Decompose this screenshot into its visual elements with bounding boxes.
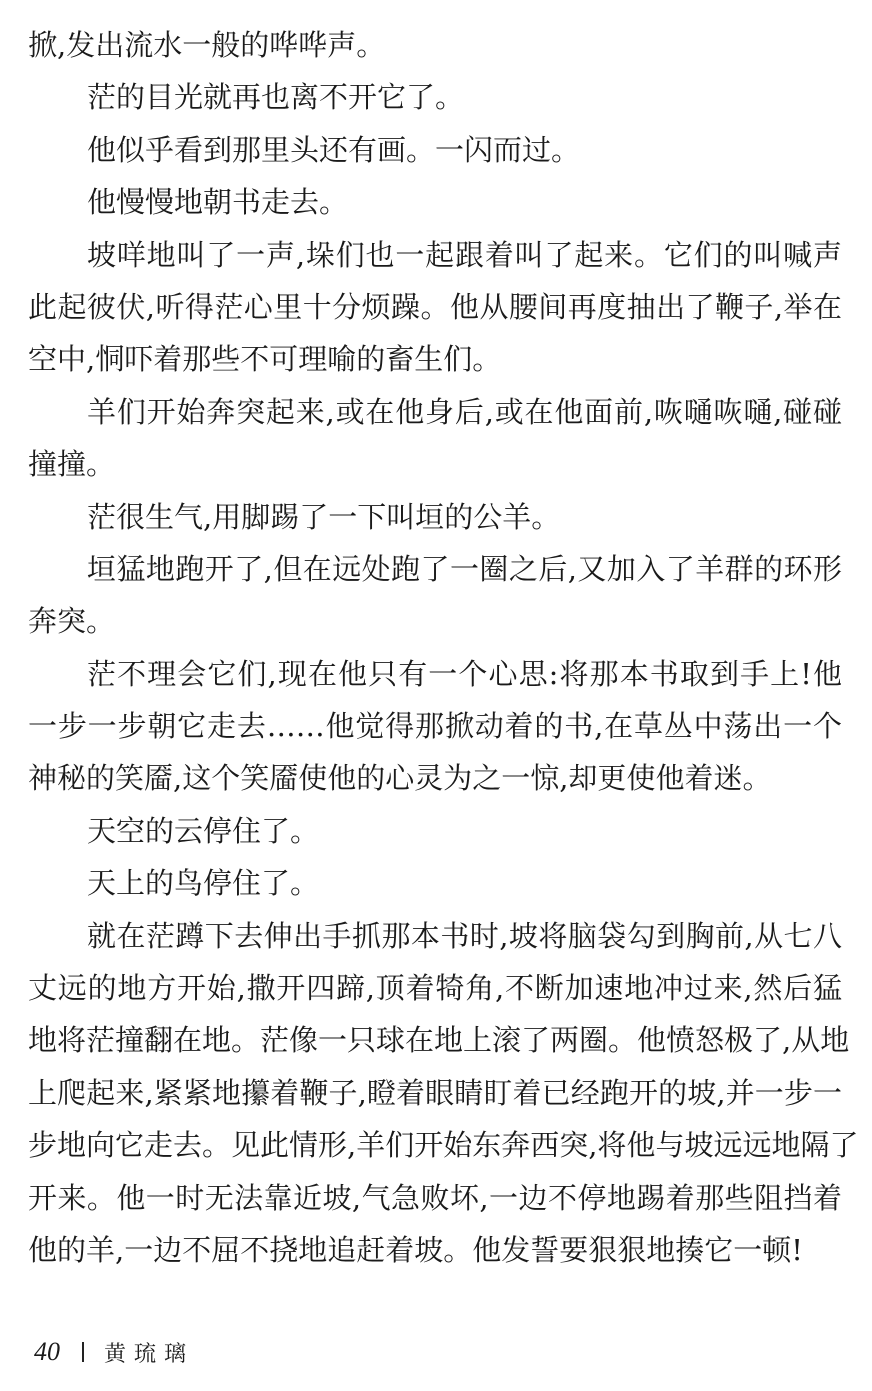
text-line: 天空的云停住了。 xyxy=(87,813,320,848)
text-line: 茫的目光就再也离不开它了。 xyxy=(87,80,465,115)
text-line: 茫很生气,用脚踢了一下叫垣的公羊。 xyxy=(87,499,561,534)
paragraph xyxy=(28,491,842,543)
text-line: 撞撞。 xyxy=(28,447,116,482)
text-line: 上爬起来,紧紧地攥着鞭子,瞪着眼睛盯着已经跑开的坡,并一步一 xyxy=(28,1075,842,1110)
text-line: 地将茫撞翻在地。茫像一只球在地上滚了两圈。他愤怒极了,从地 xyxy=(28,1023,850,1058)
page-footer xyxy=(34,1332,194,1372)
text-line: 坡咩地叫了一声,垛们也一起跟着叫了起来。它们的叫喊声 xyxy=(87,237,842,272)
body-text xyxy=(28,19,859,1276)
paragraph xyxy=(28,648,842,805)
text-line: 茫不理会它们,现在他只有一个心思:将那本书取到手上!他 xyxy=(87,656,842,691)
text-line: 天上的鸟停住了。 xyxy=(87,866,320,901)
paragraph xyxy=(28,543,842,648)
text-line: 步地向它走去。见此情形,羊们开始东奔西突,将他与坡远远地隔了 xyxy=(28,1128,859,1163)
text-line: 就在茫蹲下去伸出手抓那本书时,坡将脑袋勾到胸前,从七八 xyxy=(87,918,842,953)
text-line: 开来。他一时无法靠近坡,气急败坏,一边不停地踢着那些阻挡着 xyxy=(28,1180,842,1215)
paragraph xyxy=(28,229,842,386)
footer-divider xyxy=(82,1342,84,1362)
text-line: 丈远的地方开始,撒开四蹄,顶着犄角,不断加速地冲过来,然后猛 xyxy=(28,971,842,1006)
text-line: 奔突。 xyxy=(28,604,116,639)
paragraph xyxy=(28,857,842,909)
paragraph xyxy=(28,386,842,491)
book-title: 黄琉璃 xyxy=(104,1341,195,1367)
paragraph xyxy=(28,124,842,176)
text-line: 他的羊,一边不屈不挠地追赶着坡。他发誓要狠狠地揍它一顿! xyxy=(28,1232,803,1267)
text-line: 羊们开始奔突起来,或在他身后,或在他面前,咴嗵咴嗵,碰碰 xyxy=(87,394,842,429)
paragraph xyxy=(28,910,859,1277)
paragraph xyxy=(28,176,842,228)
text-line: 垣猛地跑开了,但在远处跑了一圈之后,又加入了羊群的环形 xyxy=(87,551,842,586)
text-line: 一步一步朝它走去……他觉得那掀动着的书,在草丛中荡出一个 xyxy=(28,709,842,744)
paragraph xyxy=(28,71,842,123)
text-line: 他慢慢地朝书走去。 xyxy=(87,185,349,220)
text-line: 掀,发出流水一般的哗哗声。 xyxy=(28,28,386,62)
page-number: 40 xyxy=(34,1337,60,1366)
paragraph xyxy=(28,805,842,857)
text-line: 神秘的笑靥,这个笑靥使他的心灵为之一惊,却更使他着迷。 xyxy=(28,761,772,796)
paragraph xyxy=(28,19,842,71)
text-line: 此起彼伏,听得茫心里十分烦躁。他从腰间再度抽出了鞭子,举在 xyxy=(28,289,842,324)
text-line: 空中,恫吓着那些不可理喻的畜生们。 xyxy=(28,342,502,377)
text-line: 他似乎看到那里头还有画。一闪而过。 xyxy=(87,132,581,167)
